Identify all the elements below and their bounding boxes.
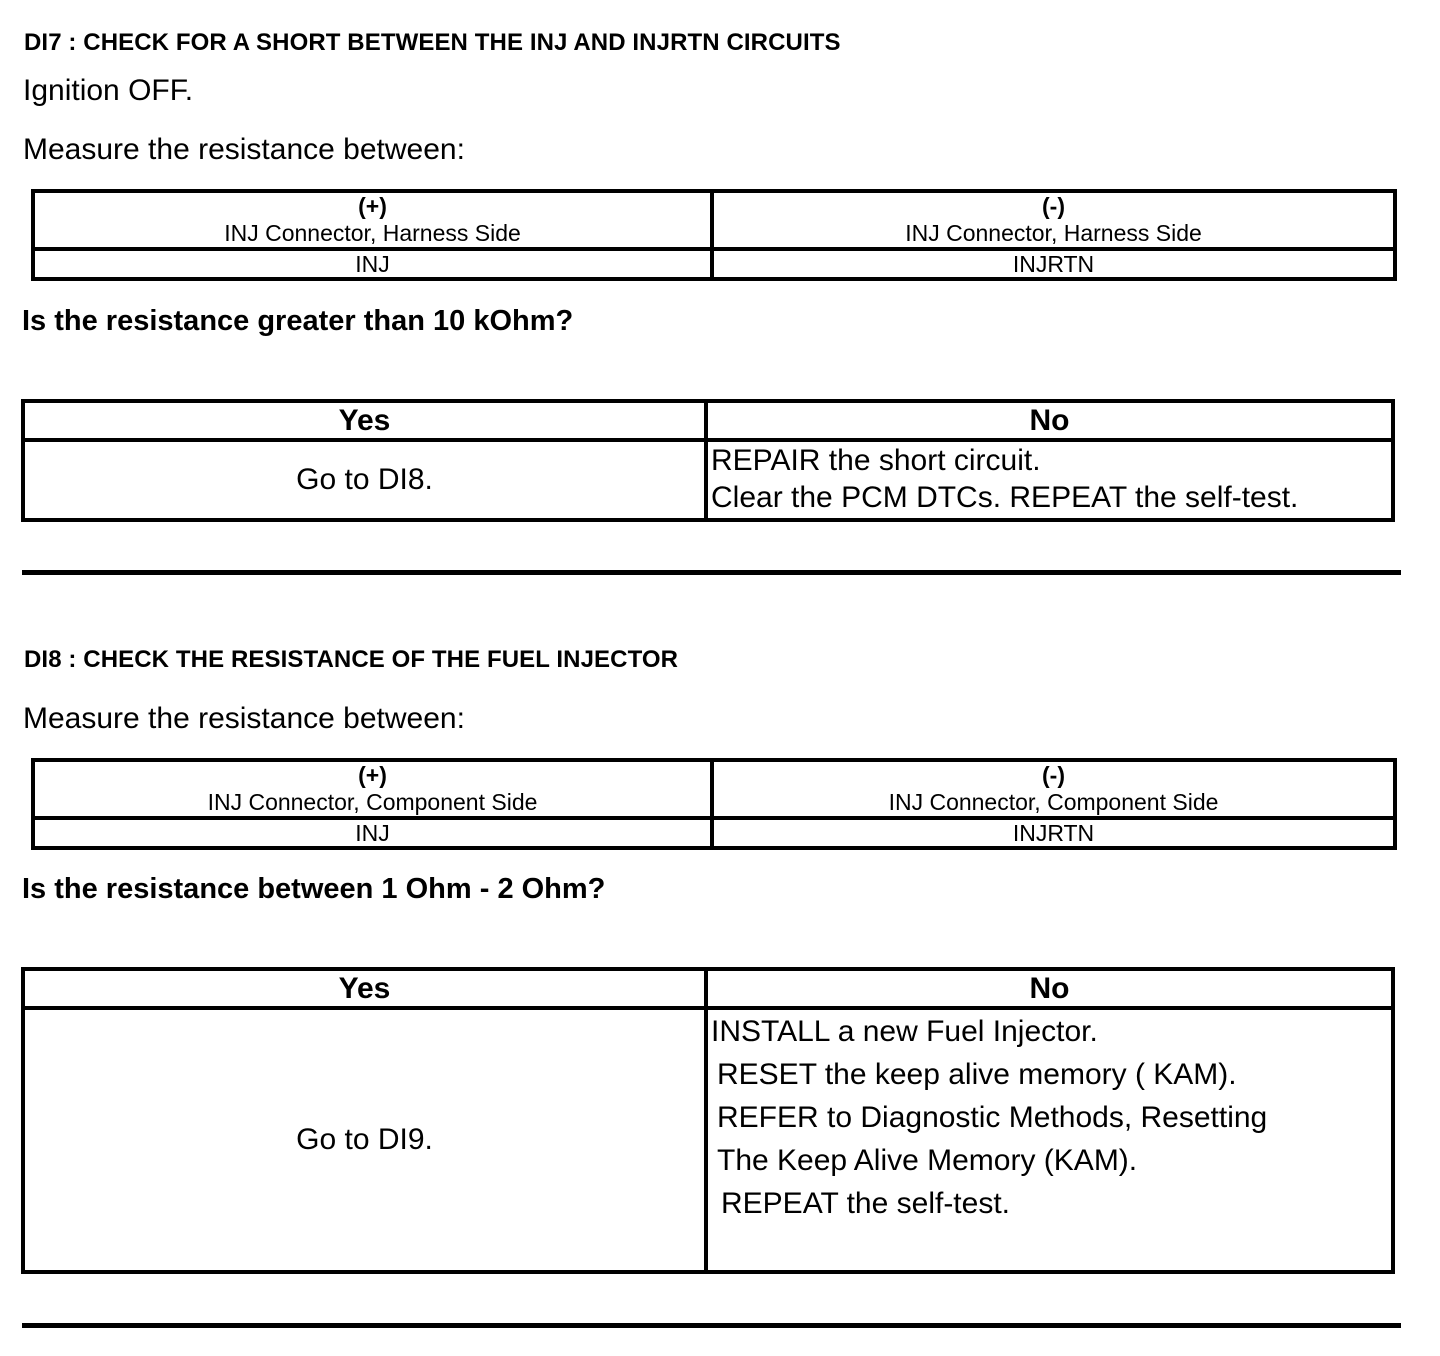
di7-minus-label: INJ Connector, Harness Side	[905, 220, 1202, 246]
di8-minus-value: INJRTN	[712, 818, 1395, 848]
di7-plus-header-cell	[33, 191, 712, 249]
di7-question: Is the resistance greater than 10 kOhm?	[22, 305, 574, 337]
di8-no-line-2: RESET the keep alive memory ( KAM).	[717, 1058, 1237, 1091]
di7-yes-action: Go to DI8.	[23, 440, 706, 520]
di8-no-line-3: REFER to Diagnostic Methods, Resetting	[717, 1101, 1268, 1134]
di8-no-header: No	[706, 969, 1393, 1008]
di8-plus-label: INJ Connector, Component Side	[207, 789, 538, 815]
di7-heading: DI7 : CHECK FOR A SHORT BETWEEN THE INJ AND INJRTN CIRCUITS	[24, 29, 841, 56]
di7-minus-sign: (-)	[1042, 193, 1065, 219]
di7-measure-table	[31, 189, 1397, 281]
section-divider	[22, 570, 1401, 575]
di7-step-ignition: Ignition OFF.	[23, 74, 194, 107]
di7-minus-header-cell	[712, 191, 1395, 249]
di7-plus-label: INJ Connector, Harness Side	[224, 220, 521, 246]
di8-no-line-4: The Keep Alive Memory (KAM).	[717, 1144, 1138, 1177]
section-divider-bottom	[22, 1323, 1401, 1328]
di8-yes-action: Go to DI9.	[23, 1008, 706, 1272]
di8-plus-sign: (+)	[358, 762, 387, 788]
di8-answer-table	[21, 967, 1395, 1274]
di8-minus-header-cell	[712, 760, 1395, 818]
di7-no-header: No	[706, 401, 1393, 440]
di7-plus-value: INJ	[33, 249, 712, 279]
di7-no-action	[706, 440, 1393, 520]
di8-measure-table	[31, 758, 1397, 850]
di8-measure-label: Measure the resistance between:	[23, 702, 465, 735]
di7-no-line-2: Clear the PCM DTCs. REPEAT the self-test.	[711, 481, 1299, 514]
di8-no-line-1: INSTALL a new Fuel Injector.	[711, 1015, 1098, 1048]
di8-minus-label: INJ Connector, Component Side	[888, 789, 1219, 815]
di8-plus-value: INJ	[33, 818, 712, 848]
di8-question: Is the resistance between 1 Ohm - 2 Ohm?	[22, 873, 606, 905]
di7-yes-header: Yes	[23, 401, 706, 440]
di8-plus-header-cell	[33, 760, 712, 818]
di7-plus-sign: (+)	[358, 193, 387, 219]
di8-no-action	[706, 1008, 1393, 1272]
di7-answer-table	[21, 399, 1395, 522]
di7-measure-label: Measure the resistance between:	[23, 133, 465, 166]
di7-no-line-1: REPAIR the short circuit.	[711, 444, 1041, 477]
di8-minus-sign: (-)	[1042, 762, 1065, 788]
di8-heading: DI8 : CHECK THE RESISTANCE OF THE FUEL INJECTOR	[24, 646, 679, 673]
di7-minus-value: INJRTN	[712, 249, 1395, 279]
di8-no-line-5: REPEAT the self-test.	[721, 1187, 1010, 1220]
di8-yes-header: Yes	[23, 969, 706, 1008]
